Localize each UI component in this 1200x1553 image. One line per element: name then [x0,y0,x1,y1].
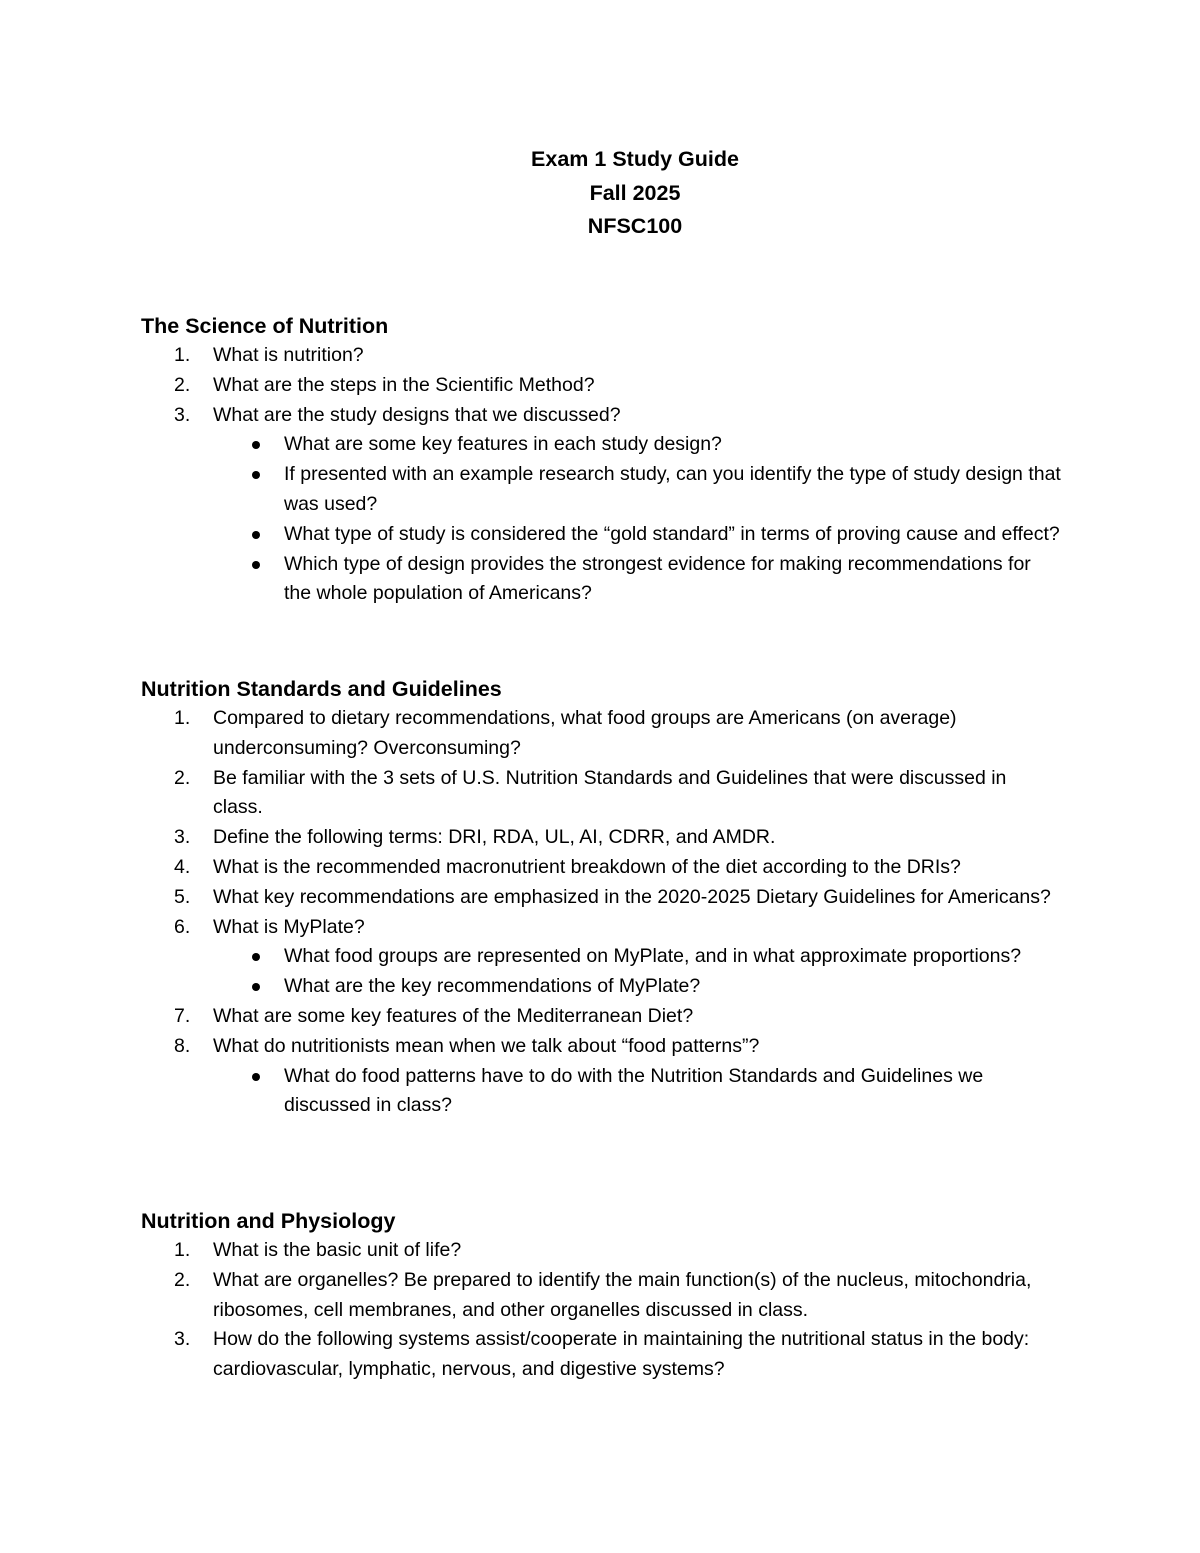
list-item-text: What is MyPlate? [213,915,365,938]
bullet-icon [252,441,260,449]
list-number: 3. [174,1328,191,1351]
bullet-item [141,430,1061,460]
list-item [141,1325,1061,1385]
list-number: 5. [174,885,191,908]
list-number: 3. [174,826,191,849]
document-course: NFSC100 [587,214,683,238]
bullet-item [141,460,1061,520]
list-number: 1. [174,707,191,729]
section-heading: Nutrition and Physiology [141,1209,396,1233]
list-item-text: Compared to dietary recommendations, what food groups are Americans (on average) underconsuming? Overconsuming? [213,707,957,759]
list-number: 6. [174,915,191,938]
list-number: 2. [174,1268,191,1291]
list-item [141,401,1061,431]
bullet-item [141,550,1061,610]
list-item-text: What are the steps in the Scientific Method? [213,373,595,396]
list-item-text: Be familiar with the 3 sets of U.S. Nutrition Standards and Guidelines that were discussed in class. [213,766,1007,819]
bullet-icon [252,561,260,569]
bullet-text: What type of study is considered the “gold standard” in terms of proving cause and effect? [284,522,1060,545]
bullet-text: What are the key recommendations of MyPlate? [284,975,701,998]
list-item [141,371,1061,401]
bullet-item [141,1062,1061,1122]
list-item-text: What are the study designs that we discussed? [213,403,621,426]
section-heading: The Science of Nutrition [141,314,389,338]
list-item [141,1032,1061,1062]
bullet-item [141,942,1061,972]
list-number: 1. [174,1239,191,1261]
section-nutrition-physiology [141,1206,1061,1385]
bullet-icon [252,471,260,479]
bullet-text: Which type of design provides the strongest evidence for making recommendations for the whole population of Americans? [284,552,1031,605]
list-number: 3. [174,403,191,426]
list-item-text: What is nutrition? [213,344,364,366]
list-item-text: What do nutritionists mean when we talk about “food patterns”? [213,1034,760,1057]
list-item-text: What is the basic unit of life? [213,1239,462,1261]
section-nutrition-standards [141,674,1061,1121]
list-item-text: What are organelles? Be prepared to identify the main function(s) of the nucleus, mitochondria, ribosomes, cell membranes, and other organelles discussed in class. [213,1268,1032,1321]
list-item [141,883,1061,913]
section-heading: Nutrition Standards and Guidelines [141,677,502,701]
list-number: 7. [174,1004,191,1027]
bullet-icon [252,983,260,991]
list-item-text: What are some key features of the Mediterranean Diet? [213,1004,694,1027]
section-science-of-nutrition [141,311,1061,609]
list-item-text: What key recommendations are emphasized in the 2020-2025 Dietary Guidelines for Americans? [213,885,1051,908]
bullet-item [141,520,1061,550]
document-term: Fall 2025 [589,180,681,205]
list-item [141,853,1061,883]
bullet-text: If presented with an example research study, can you identify the type of study design that was used? [284,463,1061,515]
list-item [141,1002,1061,1032]
list-item [141,1236,1061,1266]
bullet-item [141,972,1061,1002]
bullet-text: What food groups are represented on MyPlate, and in what approximate proportions? [284,945,1022,968]
list-item-text: What is the recommended macronutrient breakdown of the diet according to the DRIs? [213,855,961,878]
bullet-icon [252,1073,260,1081]
list-number: 8. [174,1034,191,1057]
list-item [141,913,1061,943]
list-item-text: How do the following systems assist/cooperate in maintaining the nutritional status in the body: cardiovascular, lymphatic, nervous, and digestive systems? [213,1328,1030,1381]
list-item [141,704,1061,764]
bullet-icon [252,953,260,961]
list-item [141,823,1061,853]
list-item [141,764,1061,824]
list-number: 2. [174,766,191,789]
list-number: 2. [174,373,191,396]
bullet-text: What do food patterns have to do with the Nutrition Standards and Guidelines we discussed in class? [284,1064,984,1117]
bullet-text: What are some key features in each study design? [284,433,722,456]
list-item-text: Define the following terms: DRI, RDA, UL, AI, CDRR, and AMDR. [213,826,776,849]
document-title: Exam 1 Study Guide [531,147,739,171]
bullet-icon [252,531,260,539]
list-number: 4. [174,855,191,878]
title-block [0,143,1200,244]
list-number: 1. [174,344,191,366]
list-item [141,341,1061,371]
list-item [141,1266,1061,1326]
